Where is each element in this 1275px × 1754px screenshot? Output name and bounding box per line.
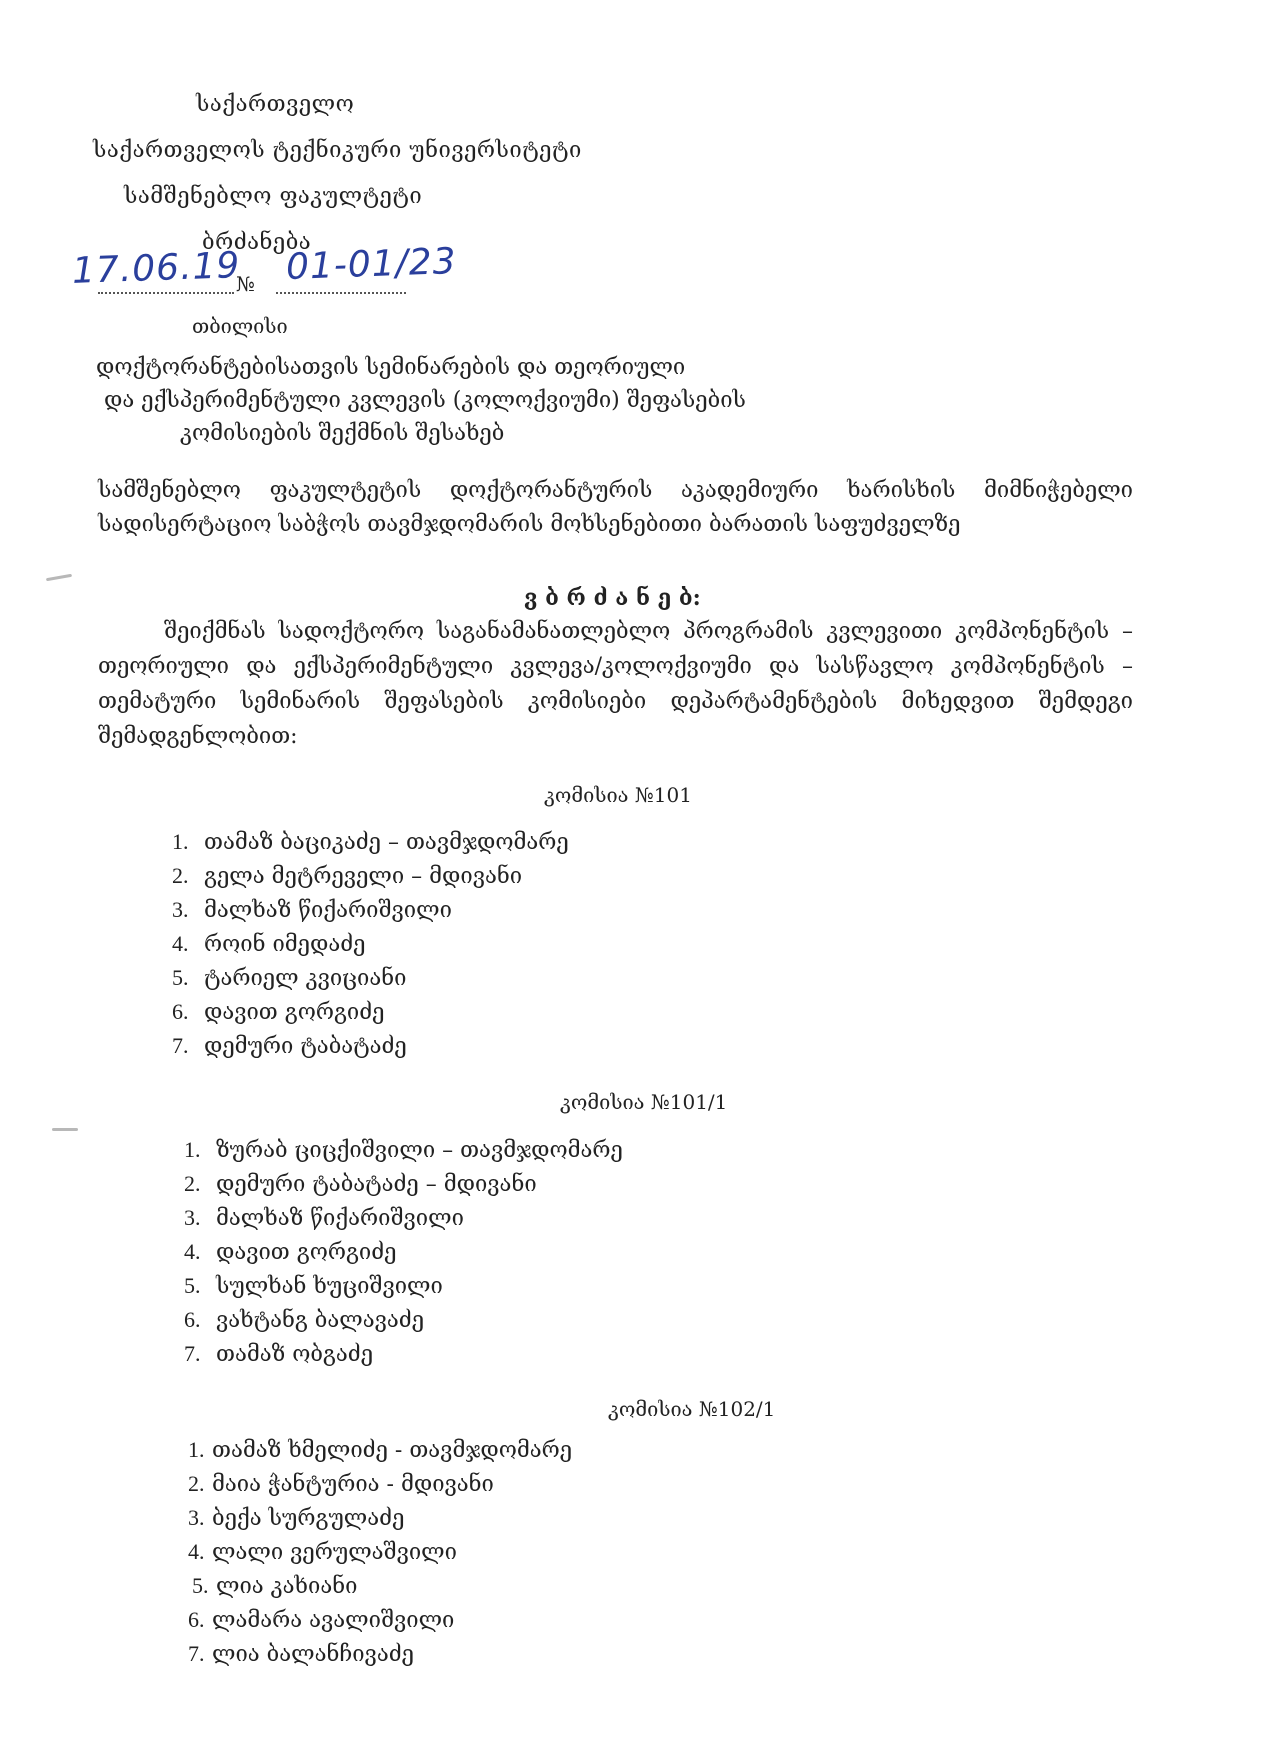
- item-number: 3.: [188, 1505, 205, 1530]
- member-name: ტარიელ კვიციანი: [204, 965, 407, 991]
- member-name: როინ იმედაძე: [204, 931, 366, 957]
- order-number: 01-01/23: [285, 241, 458, 288]
- item-number: 5.: [184, 1273, 201, 1298]
- list-item: [172, 893, 569, 927]
- item-number: 5.: [172, 965, 189, 990]
- list-item: [184, 1303, 623, 1337]
- list-item: [184, 1201, 623, 1235]
- list-item: [184, 1133, 623, 1167]
- item-number: 3.: [172, 897, 189, 922]
- date-line: [98, 292, 234, 294]
- member-name: ლია ბალანჩივაძე: [212, 1641, 414, 1667]
- list-item: [172, 1029, 569, 1063]
- list-item: [184, 1269, 623, 1303]
- list-item: [184, 1167, 623, 1201]
- commission-title: კომისია №102/1: [608, 1397, 776, 1421]
- member-name: ზურაბ ციცქიშვილი – თავმჯდომარე: [216, 1137, 623, 1163]
- member-name: დემური ტაბატაძე: [204, 1033, 407, 1059]
- list-item: [184, 1337, 623, 1371]
- item-number: 2.: [188, 1471, 205, 1496]
- list-item: [172, 961, 569, 995]
- title-line-1: დოქტორანტებისათვის სემინარების და თეორიული: [96, 355, 686, 380]
- order-date: 17.06.19: [71, 245, 241, 292]
- order-paragraph-line-4: შემადგენლობით:: [98, 724, 298, 749]
- item-number: 7.: [172, 1033, 189, 1058]
- commission-member-list: [188, 1433, 572, 1671]
- list-item: [188, 1569, 572, 1603]
- member-name: მალხაზ წიქარიშვილი: [216, 1205, 464, 1231]
- member-name: ლია კახიანი: [216, 1573, 358, 1599]
- member-name: ლამარა ავალიშვილი: [212, 1607, 455, 1633]
- commission-title: კომისია №101: [544, 783, 692, 807]
- list-item: [188, 1535, 572, 1569]
- faculty-name: სამშენებლო ფაკულტეტი: [124, 184, 423, 209]
- item-number: 4.: [172, 931, 189, 956]
- item-number: 4.: [188, 1539, 205, 1564]
- list-item: [188, 1433, 572, 1467]
- list-item: [184, 1235, 623, 1269]
- item-number: 7.: [188, 1641, 205, 1666]
- item-number: 1.: [188, 1437, 205, 1462]
- order-paragraph-line-3: თემატური სემინარის შეფასების კომისიები დეპარტამენტების მიხედვით შემდეგი: [98, 689, 1133, 714]
- list-item: [172, 825, 569, 859]
- order-paragraph-line-1: შეიქმნას სადოქტორო საგანამანათლებლო პროგრამის კვლევითი კომპონენტის –: [164, 619, 1133, 644]
- city-name: თბილისი: [192, 314, 288, 338]
- item-number: 4.: [184, 1239, 201, 1264]
- basis-line-2: სადისერტაციო საბჭოს თავმჯდომარის მოხსენებითი ბარათის საფუძველზე: [98, 512, 961, 537]
- university-name: საქართველოს ტექნიკური უნივერსიტეტი: [93, 138, 582, 163]
- order-heading: ვ ბ რ ძ ა ნ ე ბ:: [524, 585, 701, 611]
- number-line: [276, 292, 406, 294]
- item-number: 5.: [192, 1573, 209, 1598]
- member-name: ლალი ვერულაშვილი: [212, 1539, 457, 1565]
- list-item: [172, 995, 569, 1029]
- member-name: თამაზ ბაციკაძე – თავმჯდომარე: [204, 829, 569, 855]
- member-name: თამაზ ობგაძე: [216, 1341, 374, 1367]
- member-name: დემური ტაბატაძე – მდივანი: [216, 1171, 537, 1197]
- item-number: 6.: [188, 1607, 205, 1632]
- item-number: 2.: [184, 1171, 201, 1196]
- commission-member-list: [172, 825, 569, 1063]
- member-name: ბექა სურგულაძე: [212, 1505, 405, 1531]
- list-item: [188, 1467, 572, 1501]
- member-name: მალხაზ წიქარიშვილი: [204, 897, 452, 923]
- basis-line-1: სამშენებლო ფაკულტეტის დოქტორანტურის აკადემიური ხარისხის მიმნიჭებელი: [98, 478, 1133, 503]
- member-name: მაია ჭანტურია - მდივანი: [212, 1471, 494, 1497]
- scan-mark: [46, 574, 72, 581]
- item-number: 1.: [184, 1137, 201, 1162]
- item-number: 2.: [172, 863, 189, 888]
- item-number: 7.: [184, 1341, 201, 1366]
- list-item: [172, 927, 569, 961]
- order-paragraph-line-2: თეორიული და ექსპერიმენტული კვლევა/კოლოქვიუმი და სასწავლო კომპონენტის –: [98, 654, 1133, 679]
- list-item: [172, 859, 569, 893]
- country-name: საქართველო: [196, 92, 355, 117]
- member-name: დავით გორგიძე: [204, 999, 385, 1025]
- title-line-2: და ექსპერიმენტული კვლევის (კოლოქვიუმი) შეფასების: [104, 388, 746, 413]
- member-name: დავით გორგიძე: [216, 1239, 397, 1265]
- list-item: [188, 1603, 572, 1637]
- doc-type: ბრძანება: [202, 230, 312, 255]
- commission-member-list: [184, 1133, 623, 1371]
- item-number: 1.: [172, 829, 189, 854]
- item-number: 6.: [172, 999, 189, 1024]
- member-name: თამაზ ხმელიძე - თავმჯდომარე: [212, 1437, 573, 1463]
- scan-mark: [52, 1128, 78, 1131]
- item-number: 6.: [184, 1307, 201, 1332]
- list-item: [188, 1501, 572, 1535]
- number-sign: №: [236, 272, 255, 296]
- member-name: სულხან ხუციშვილი: [216, 1273, 443, 1299]
- member-name: გელა მეტრეველი – მდივანი: [204, 863, 523, 889]
- member-name: ვახტანგ ბალავაძე: [216, 1307, 425, 1333]
- commission-title: კომისია №101/1: [560, 1090, 728, 1114]
- title-line-3: კომისიების შექმნის შესახებ: [180, 421, 505, 446]
- list-item: [188, 1637, 572, 1671]
- item-number: 3.: [184, 1205, 201, 1230]
